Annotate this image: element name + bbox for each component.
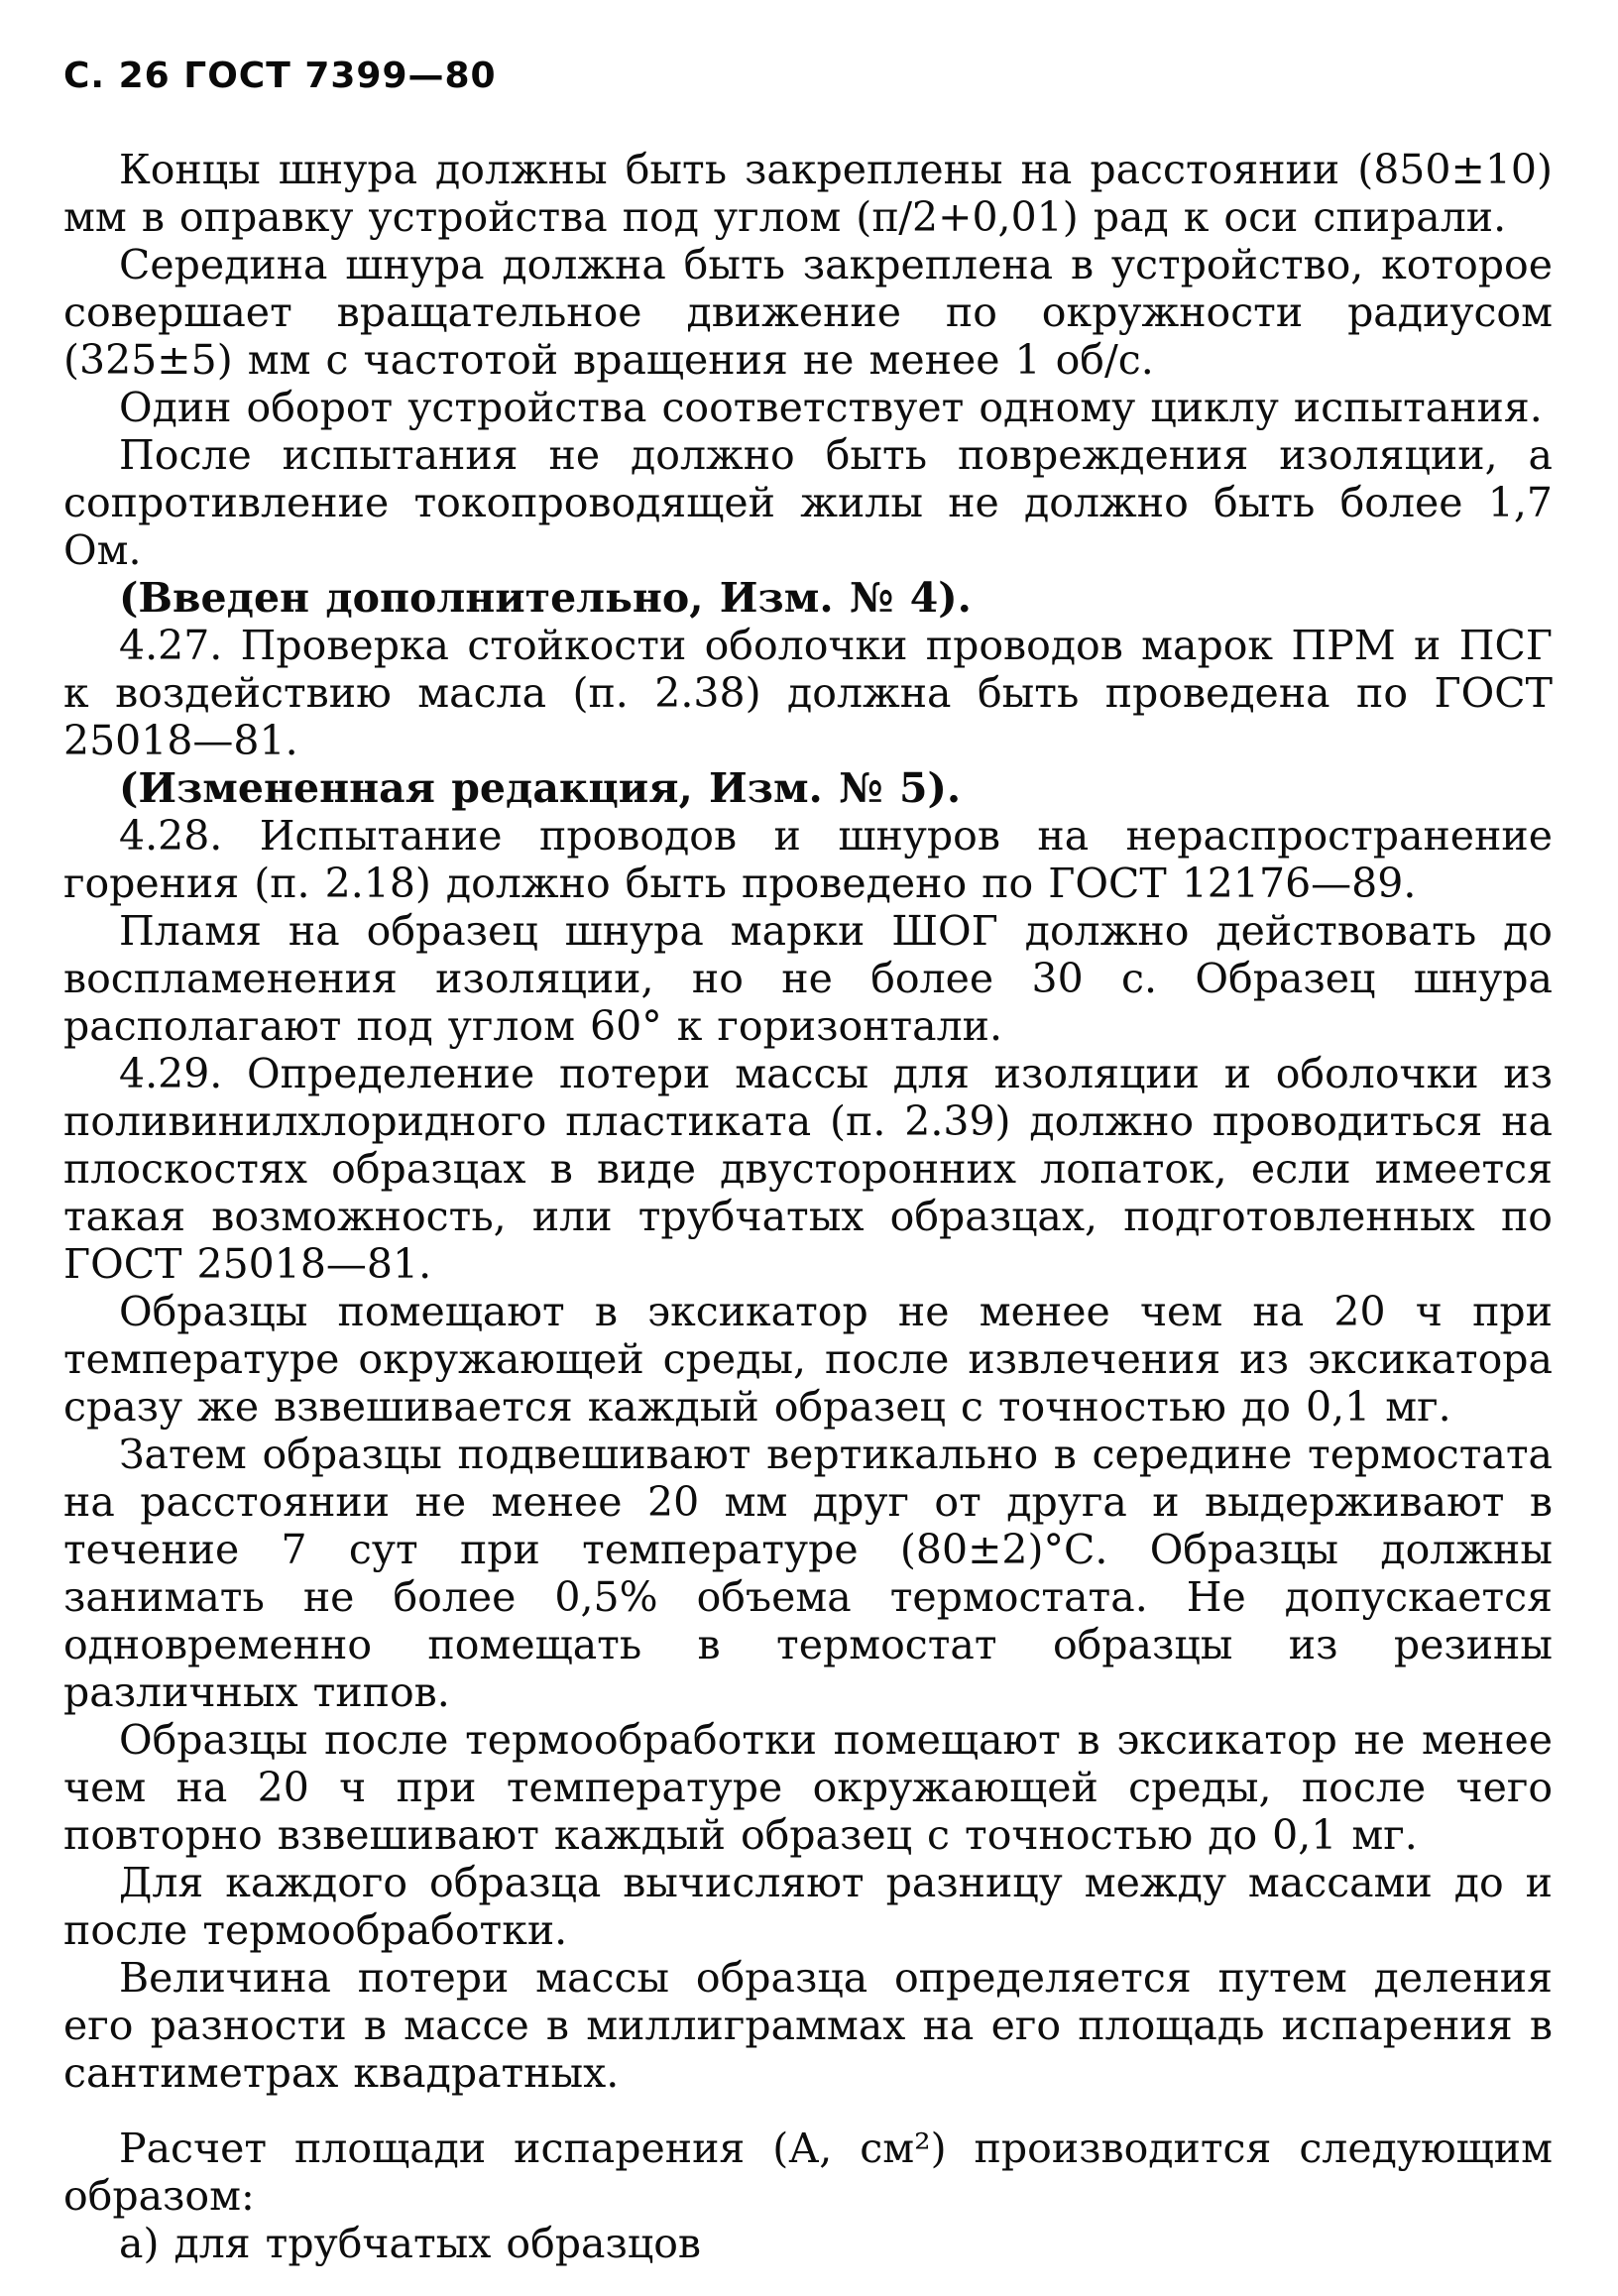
paragraph: Образцы помещают в эксикатор не менее чем на 20 ч при температуре окружающей среды, после извлечения из эксикатора сразу же взвешивается каждый образец с точностью до 0,1 мг. [63,1288,1553,1431]
paragraph: (Введен дополнительно, Изм. № 4). [119,574,972,622]
paragraph: Концы шнура должны быть закреплены на расстоянии (850±10) мм в оправку устройства под углом (π/2+0,01) рад к оси спирали. [63,146,1553,241]
paragraph: 4.27. Проверка стойкости оболочки проводов марок ПРМ и ПСГ к воздействию масла (п. 2.38) должна быть проведена по ГОСТ 25018—81. [63,622,1553,764]
paragraph: Расчет площади испарения (А, см²) производится следующим образом: [63,2124,1553,2220]
paragraph: Образцы после термообработки помещают в эксикатор не менее чем на 20 ч при температуре окружающей среды, после чего повторно взвешивают каждый образец с точностью до 0,1 мг. [63,1716,1553,1859]
paragraph: 4.29. Определение потери массы для изоляции и оболочки из поливинилхлоридного пластиката (п. 2.39) должно проводиться на плоскостях образцах в виде двусторонних лопаток, если имеется такая возможность, или трубчатых образцах, подготовленных по ГОСТ 25018—81. [63,1050,1553,1288]
paragraph: Один оборот устройства соответствует одному циклу испытания. [119,384,1543,431]
paragraph: Пламя на образец шнура марки ШОГ должно действовать до воспламенения изоляции, но не более 30 с. Образец шнура располагают под углом 60° к горизонтали. [63,907,1553,1050]
paragraph: После испытания не должно быть повреждения изоляции, а сопротивление токопроводящей жилы не должно быть более 1,7 Ом. [63,431,1553,574]
page-header: С. 26 ГОСТ 7399—80 [63,56,497,96]
paragraph: 4.28. Испытание проводов и шнуров на нераспространение горения (п. 2.18) должно быть проведено по ГОСТ 12176—89. [63,812,1553,907]
paragraph: (Измененная редакция, Изм. № 5). [119,764,962,812]
paragraph: Величина потери массы образца определяется путем деления его разности в массе в миллиграммах на его площадь испарения в сантиметрах квадратных. [63,1954,1553,2097]
paragraph: Для каждого образца вычисляют разницу между массами до и после термообработки. [63,1859,1553,1954]
paragraph: Середина шнура должна быть закреплена в устройство, которое совершает вращательное движение по окружности радиусом (325±5) мм с частотой вращения не менее 1 об/с. [63,241,1553,384]
paragraph: Затем образцы подвешивают вертикально в середине термостата на расстоянии не менее 20 мм друг от друга и выдерживают в течение 7 сут при температуре (80±2)°С. Образцы должны занимать не более 0,5% объема термостата. Не допускается одновременно помещать в термостат образцы из резины различных типов. [63,1431,1553,1716]
paragraph: а) для трубчатых образцов [119,2220,701,2267]
paragraph-list [63,146,1553,2267]
page-content [63,56,1553,2267]
